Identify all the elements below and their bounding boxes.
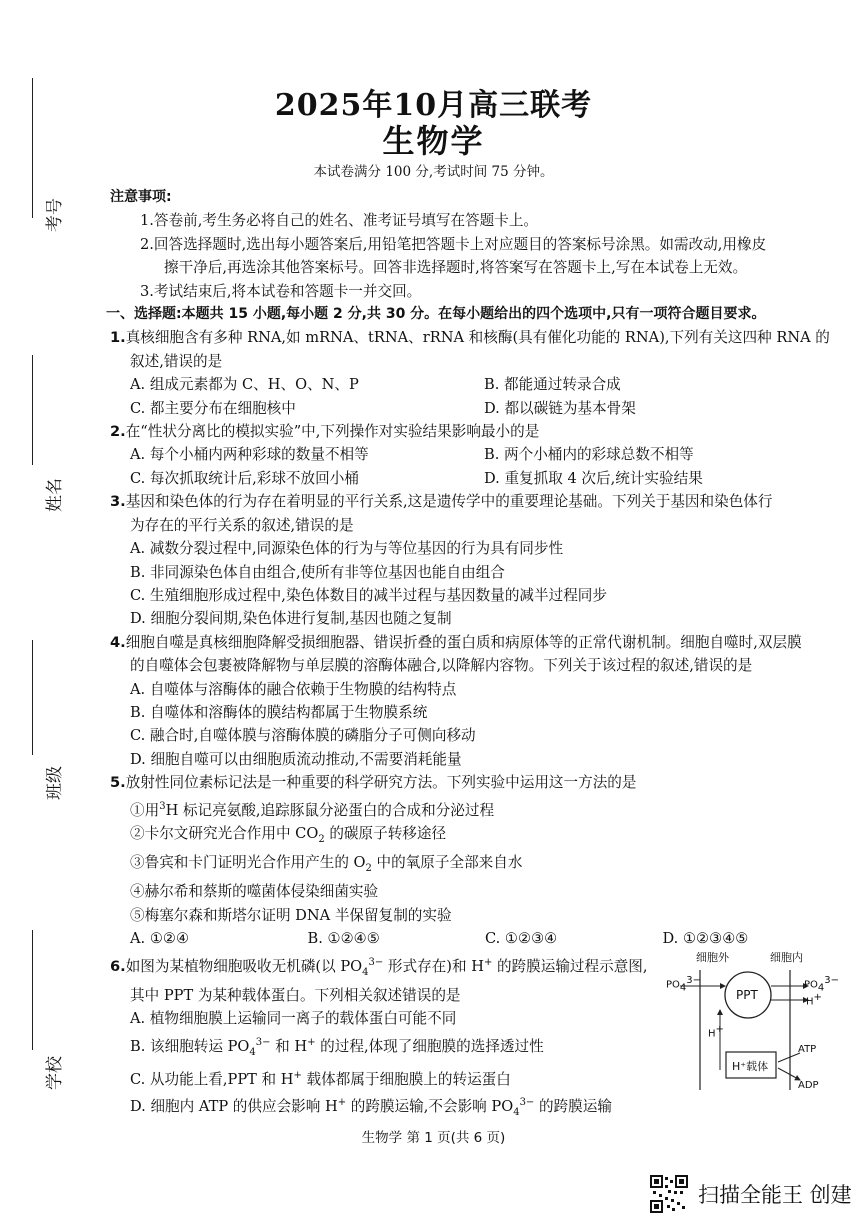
option-c: C. 每次抓取统计后,彩球不放回小桶 — [130, 469, 359, 487]
question-number: 6. — [110, 957, 126, 975]
atp-line — [778, 1053, 800, 1062]
label-name: 姓名 — [45, 478, 65, 512]
option-d: D. 细胞自噬可以由细胞质流动推动,不需要消耗能量 — [130, 750, 462, 768]
statement-4: ④赫尔希和蔡斯的噬菌体侵染细菌实验 — [130, 883, 379, 901]
notes-heading: 注意事项: — [110, 189, 172, 205]
label-po4-right: $PO_4^{3-}$ — [804, 975, 840, 994]
question-2 — [110, 420, 840, 490]
transport-diagram-svg — [660, 950, 820, 1100]
question-stem-cont: 为存在的平行关系的叙述,错误的是 — [130, 516, 354, 534]
option-c: C. 融合时,自噬体膜与溶酶体膜的磷脂分子可侧向移动 — [130, 727, 476, 745]
option-d: D. 细胞分裂间期,染色体进行复制,基因也随之复制 — [130, 610, 452, 628]
statement-5: ⑤梅塞尔森和斯塔尔证明 DNA 半保留复制的实验 — [130, 906, 452, 924]
exam-subject: 生物学 — [382, 122, 485, 160]
label-po4-left: $PO_4^{3-}$ — [666, 975, 702, 994]
statement-1: ①用$^3$H 标记亮氨酸,追踪豚鼠分泌蛋白的合成和分泌过程 — [130, 800, 495, 819]
question-number: 1. — [110, 329, 126, 347]
question-number: 5. — [110, 774, 126, 792]
question-stem-cont: 叙述,错误的是 — [130, 352, 223, 370]
binding-line — [32, 640, 33, 755]
label-h-left: H+ — [708, 1024, 724, 1040]
question-number: 3. — [110, 493, 126, 511]
question-4 — [110, 631, 840, 771]
option-a: A. 减数分裂过程中,同源染色体的行为与等位基因的行为具有同步性 — [130, 540, 564, 558]
option-d: D. 细胞内 ATP 的供应会影响 H+ 的跨膜运输,不会影响 $PO_4^{3-}$ 的跨膜运输 — [130, 1097, 612, 1118]
option-d: D. 都以碳链为基本骨架 — [484, 399, 636, 417]
option-b: B. 自噬体和溶酶体的膜结构都属于生物膜系统 — [130, 703, 428, 721]
option-a: A. 植物细胞膜上运输同一离子的载体蛋白可能不同 — [130, 1010, 457, 1028]
option-d: D. ①②③④⑤ — [662, 930, 749, 948]
label-atp: ATP — [798, 1044, 817, 1055]
watermark-text: 扫描全能王 创建 — [698, 1183, 852, 1207]
question-stem-cont: 其中 PPT 为某种载体蛋白。下列相关叙述错误的是 — [130, 986, 461, 1004]
scanner-watermark — [650, 1175, 852, 1213]
option-a: A. 每个小桶内两种彩球的数量不相等 — [130, 446, 369, 464]
option-c: C. ①②③④ — [485, 930, 558, 948]
binding-line — [32, 355, 33, 465]
option-a: A. ①②④ — [130, 930, 190, 948]
label-school: 学校 — [45, 1056, 65, 1090]
transport-diagram — [660, 950, 840, 1100]
note-item: 擦干净后,再选涂其他答案标号。回答非选择题时,将答案写在答题卡上,写在本试卷上无效。 — [164, 259, 748, 277]
option-a: A. 组成元素都为 C、H、O、N、P — [130, 376, 359, 394]
label-h-right: H+ — [806, 992, 822, 1008]
question-3 — [110, 490, 840, 630]
option-c: C. 生殖细胞形成过程中,染色体数目的减半过程与基因数量的减半过程同步 — [130, 586, 607, 604]
label-inside: 细胞内 — [770, 951, 803, 964]
binding-line — [32, 930, 33, 1050]
section-heading: 一、选择题:本题共 15 小题,每小题 2 分,共 30 分。在每小题给出的四个选项中,只有一项符合题目要求。 — [106, 306, 766, 323]
label-carrier: H⁺载体 — [732, 1060, 769, 1073]
option-b: B. 都能通过转录合成 — [484, 376, 621, 394]
question-stem: 真核细胞含有多种 RNA,如 mRNA、tRNA、rRNA 和核酶(具有催化功能的 RNA),下列有关这四种 RNA 的 — [125, 329, 830, 347]
option-d: D. 重复抓取 4 次后,统计实验结果 — [484, 469, 703, 487]
note-item: 2.回答选择题时,选出每小题答案后,用铅笔把答题卡上对应题目的答案标号涂黑。如需改动,用橡皮 — [140, 235, 767, 253]
question-stem: 细胞自噬是真核细胞降解受损细胞器、错误折叠的蛋白质和病原体等的正常代谢机制。细胞自噬时,双层膜 — [125, 633, 802, 651]
question-stem: 放射性同位素标记法是一种重要的科学研究方法。下列实验中运用这一方法的是 — [125, 774, 637, 792]
page-footer: 生物学 第 1 页(共 6 页) — [361, 1130, 506, 1146]
label-class: 班级 — [45, 766, 65, 800]
label-adp: ADP — [798, 1080, 819, 1091]
note-item: 1.答卷前,考生务必将自己的姓名、准考证号填写在答题卡上。 — [140, 212, 539, 230]
option-a: A. 自噬体与溶酶体的融合依赖于生物膜的结构特点 — [130, 680, 457, 698]
question-1 — [110, 326, 840, 420]
option-b: B. 两个小桶内的彩球总数不相等 — [484, 446, 694, 464]
option-b: B. 非同源染色体自由组合,使所有非等位基因也能自由组合 — [130, 563, 505, 581]
label-exam-number: 考号 — [45, 198, 65, 232]
qr-code-icon — [650, 1175, 688, 1213]
question-5 — [110, 771, 840, 951]
label-ppt: PPT — [736, 988, 758, 1002]
option-c: C. 都主要分布在细胞核中 — [130, 399, 296, 417]
statement-2: ②卡尔文研究光合作用中 $CO_2$ 的碳原子转移途径 — [130, 824, 447, 845]
question-stem-cont: 的自噬体会包裹被降解物与单层膜的溶酶体融合,以降解内容物。下列关于该过程的叙述,错误的是 — [130, 657, 753, 675]
exam-title: 2025年10月高三联考 — [274, 88, 593, 123]
question-number: 4. — [110, 633, 126, 651]
option-b: B. 该细胞转运 $PO_4^{3-}$ 和 H+ 的过程,体现了细胞膜的选择透过性 — [130, 1036, 544, 1058]
question-stem: 在“性状分离比的模拟实验”中,下列操作对实验结果影响最小的是 — [125, 423, 540, 441]
question-stem: 基因和染色体的行为存在着明显的平行关系,这是遗传学中的重要理论基础。下列关于基因和染色体行 — [125, 493, 773, 511]
statement-3: ③鲁宾和卡门证明光合作用产生的 $O_2$ 中的氧原子全部来自水 — [130, 854, 523, 875]
label-outside: 细胞外 — [696, 951, 729, 964]
adp-arrow — [778, 1068, 800, 1080]
question-6: 6.如图为某植物细胞吸收无机磷(以 $PO_4^{3-}$ 形式存在)和 H+ 的跨膜运输过程示意图, 其中 PPT 为某种载体蛋白。下列相关叙述错误的是 A. 植物细胞膜上运输同一离子的载体蛋白可能不同 B. 该细胞转运 $PO_4^{3-}$ 和 H+ 的过程,体现了细胞膜的选择透过性 C. 从功能上看,PPT 和 H+ 载体都属于细胞膜上的转运蛋白 D. 细胞内 ATP 的供应会影响 H+ 的跨膜运输,不会影响 $PO_4^{3-}$ 的跨膜运输 — [110, 951, 670, 1125]
option-b: B. ①②④⑤ — [307, 930, 380, 948]
exam-subtitle: 本试卷满分 100 分,考试时间 75 分钟。 — [313, 164, 554, 180]
question-number: 2. — [110, 423, 126, 441]
note-item: 3.考试结束后,将本试卷和答题卡一并交回。 — [140, 282, 422, 300]
option-c: C. 从功能上看,PPT 和 H+ 载体都属于细胞膜上的转运蛋白 — [130, 1069, 511, 1088]
